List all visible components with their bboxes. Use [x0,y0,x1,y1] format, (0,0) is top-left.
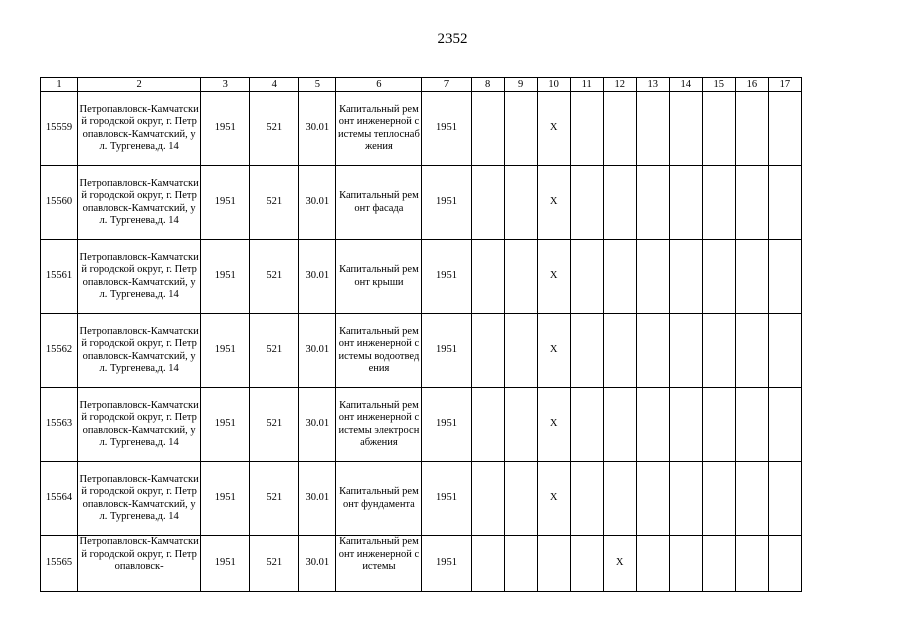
column-header: 8 [471,78,504,92]
col14-cell [669,166,702,240]
col17-cell [768,240,801,314]
row-id-cell: 15562 [41,314,78,388]
col13-cell [636,536,669,592]
year-built-cell: 1951 [201,166,250,240]
col17-cell [768,92,801,166]
col8-cell [471,314,504,388]
col14-cell [669,314,702,388]
registry-table [40,77,802,592]
col7-cell: 1951 [422,314,471,388]
col14-cell [669,536,702,592]
col14-cell [669,92,702,166]
col17-cell [768,462,801,536]
col11-cell [570,240,603,314]
col15-cell [702,536,735,592]
work-type-cell: Капитальный ремонт крыши [336,240,422,314]
address-cell: Петропавловск-Камчатский городской округ, г. Петропавловск-Камчатский, ул. Тургенева,д. 14 [78,166,201,240]
column-header: 14 [669,78,702,92]
col11-cell [570,314,603,388]
col12-cell [603,166,636,240]
col8-cell [471,536,504,592]
table-row [41,388,802,462]
work-type-cell: Капитальный ремонт фасада [336,166,422,240]
col10-cell: X [537,388,570,462]
col7-cell: 1951 [422,388,471,462]
year-built-cell: 1951 [201,240,250,314]
col7-cell: 1951 [422,536,471,592]
row-id-cell: 15559 [41,92,78,166]
col9-cell [504,536,537,592]
work-type-cell: Капитальный ремонт инженерной системы электроснабжения [336,388,422,462]
col5-cell: 30.01 [299,536,336,592]
col11-cell [570,536,603,592]
table-row [41,240,802,314]
column-header: 6 [336,78,422,92]
col4-cell: 521 [250,388,299,462]
col11-cell [570,92,603,166]
work-type-cell: Капитальный ремонт инженерной системы [336,536,422,592]
col15-cell [702,92,735,166]
col5-cell: 30.01 [299,314,336,388]
col7-cell: 1951 [422,92,471,166]
year-built-cell: 1951 [201,92,250,166]
table-row [41,536,802,592]
col8-cell [471,388,504,462]
col9-cell [504,240,537,314]
year-built-cell: 1951 [201,462,250,536]
col10-cell: X [537,462,570,536]
col12-cell [603,92,636,166]
column-header: 12 [603,78,636,92]
col12-cell: X [603,536,636,592]
row-id-cell: 15561 [41,240,78,314]
column-header: 17 [768,78,801,92]
col10-cell: X [537,314,570,388]
col5-cell: 30.01 [299,240,336,314]
col15-cell [702,240,735,314]
col8-cell [471,462,504,536]
col17-cell [768,388,801,462]
col11-cell [570,462,603,536]
col12-cell [603,240,636,314]
col4-cell: 521 [250,92,299,166]
table-row [41,462,802,536]
work-type-cell: Капитальный ремонт инженерной системы водоотведения [336,314,422,388]
table-row [41,166,802,240]
row-id-cell: 15564 [41,462,78,536]
column-header: 9 [504,78,537,92]
col5-cell: 30.01 [299,92,336,166]
column-header: 7 [422,78,471,92]
col4-cell: 521 [250,536,299,592]
col9-cell [504,388,537,462]
col13-cell [636,314,669,388]
table-row [41,92,802,166]
column-header: 15 [702,78,735,92]
column-header: 16 [735,78,768,92]
column-header: 10 [537,78,570,92]
col15-cell [702,166,735,240]
col9-cell [504,166,537,240]
work-type-cell: Капитальный ремонт фундамента [336,462,422,536]
row-id-cell: 15560 [41,166,78,240]
work-type-cell: Капитальный ремонт инженерной системы теплоснабжения [336,92,422,166]
column-header: 1 [41,78,78,92]
col15-cell [702,462,735,536]
col16-cell [735,240,768,314]
col7-cell: 1951 [422,166,471,240]
address-cell: Петропавловск-Камчатский городской округ, г. Петропавловск-Камчатский, ул. Тургенева,д. 14 [78,314,201,388]
col12-cell [603,388,636,462]
col7-cell: 1951 [422,240,471,314]
row-id-cell: 15565 [41,536,78,592]
col11-cell [570,388,603,462]
col4-cell: 521 [250,314,299,388]
col16-cell [735,388,768,462]
col16-cell [735,166,768,240]
column-header: 5 [299,78,336,92]
table-row [41,314,802,388]
year-built-cell: 1951 [201,536,250,592]
col16-cell [735,536,768,592]
col5-cell: 30.01 [299,166,336,240]
col15-cell [702,388,735,462]
address-cell: Петропавловск-Камчатский городской округ, г. Петропавловск-Камчатский, ул. Тургенева,д. 14 [78,388,201,462]
col8-cell [471,92,504,166]
col4-cell: 521 [250,166,299,240]
col5-cell: 30.01 [299,462,336,536]
col7-cell: 1951 [422,462,471,536]
col14-cell [669,462,702,536]
column-header: 13 [636,78,669,92]
row-id-cell: 15563 [41,388,78,462]
column-header: 3 [201,78,250,92]
col13-cell [636,462,669,536]
address-cell: Петропавловск-Камчатский городской округ, г. Петропавловск-Камчатский, ул. Тургенева,д. 14 [78,462,201,536]
col9-cell [504,92,537,166]
col5-cell: 30.01 [299,388,336,462]
col17-cell [768,166,801,240]
col14-cell [669,240,702,314]
page-number: 2352 [437,31,468,47]
column-header: 11 [570,78,603,92]
year-built-cell: 1951 [201,314,250,388]
col16-cell [735,462,768,536]
col10-cell [537,536,570,592]
column-header: 4 [250,78,299,92]
address-cell: Петропавловск-Камчатский городской округ, г. Петропавловск- [78,536,201,592]
col8-cell [471,166,504,240]
col9-cell [504,462,537,536]
col10-cell: X [537,240,570,314]
col13-cell [636,166,669,240]
table-header-row [41,78,802,92]
col4-cell: 521 [250,462,299,536]
col13-cell [636,240,669,314]
col16-cell [735,92,768,166]
col8-cell [471,240,504,314]
col13-cell [636,92,669,166]
column-header: 2 [78,78,201,92]
col9-cell [504,314,537,388]
address-cell: Петропавловск-Камчатский городской округ, г. Петропавловск-Камчатский, ул. Тургенева,д. 14 [78,240,201,314]
col15-cell [702,314,735,388]
col4-cell: 521 [250,240,299,314]
col17-cell [768,314,801,388]
year-built-cell: 1951 [201,388,250,462]
address-cell: Петропавловск-Камчатский городской округ, г. Петропавловск-Камчатский, ул. Тургенева,д. 14 [78,92,201,166]
col17-cell [768,536,801,592]
col11-cell [570,166,603,240]
col10-cell: X [537,166,570,240]
col13-cell [636,388,669,462]
col16-cell [735,314,768,388]
col14-cell [669,388,702,462]
col10-cell: X [537,92,570,166]
col12-cell [603,462,636,536]
col12-cell [603,314,636,388]
